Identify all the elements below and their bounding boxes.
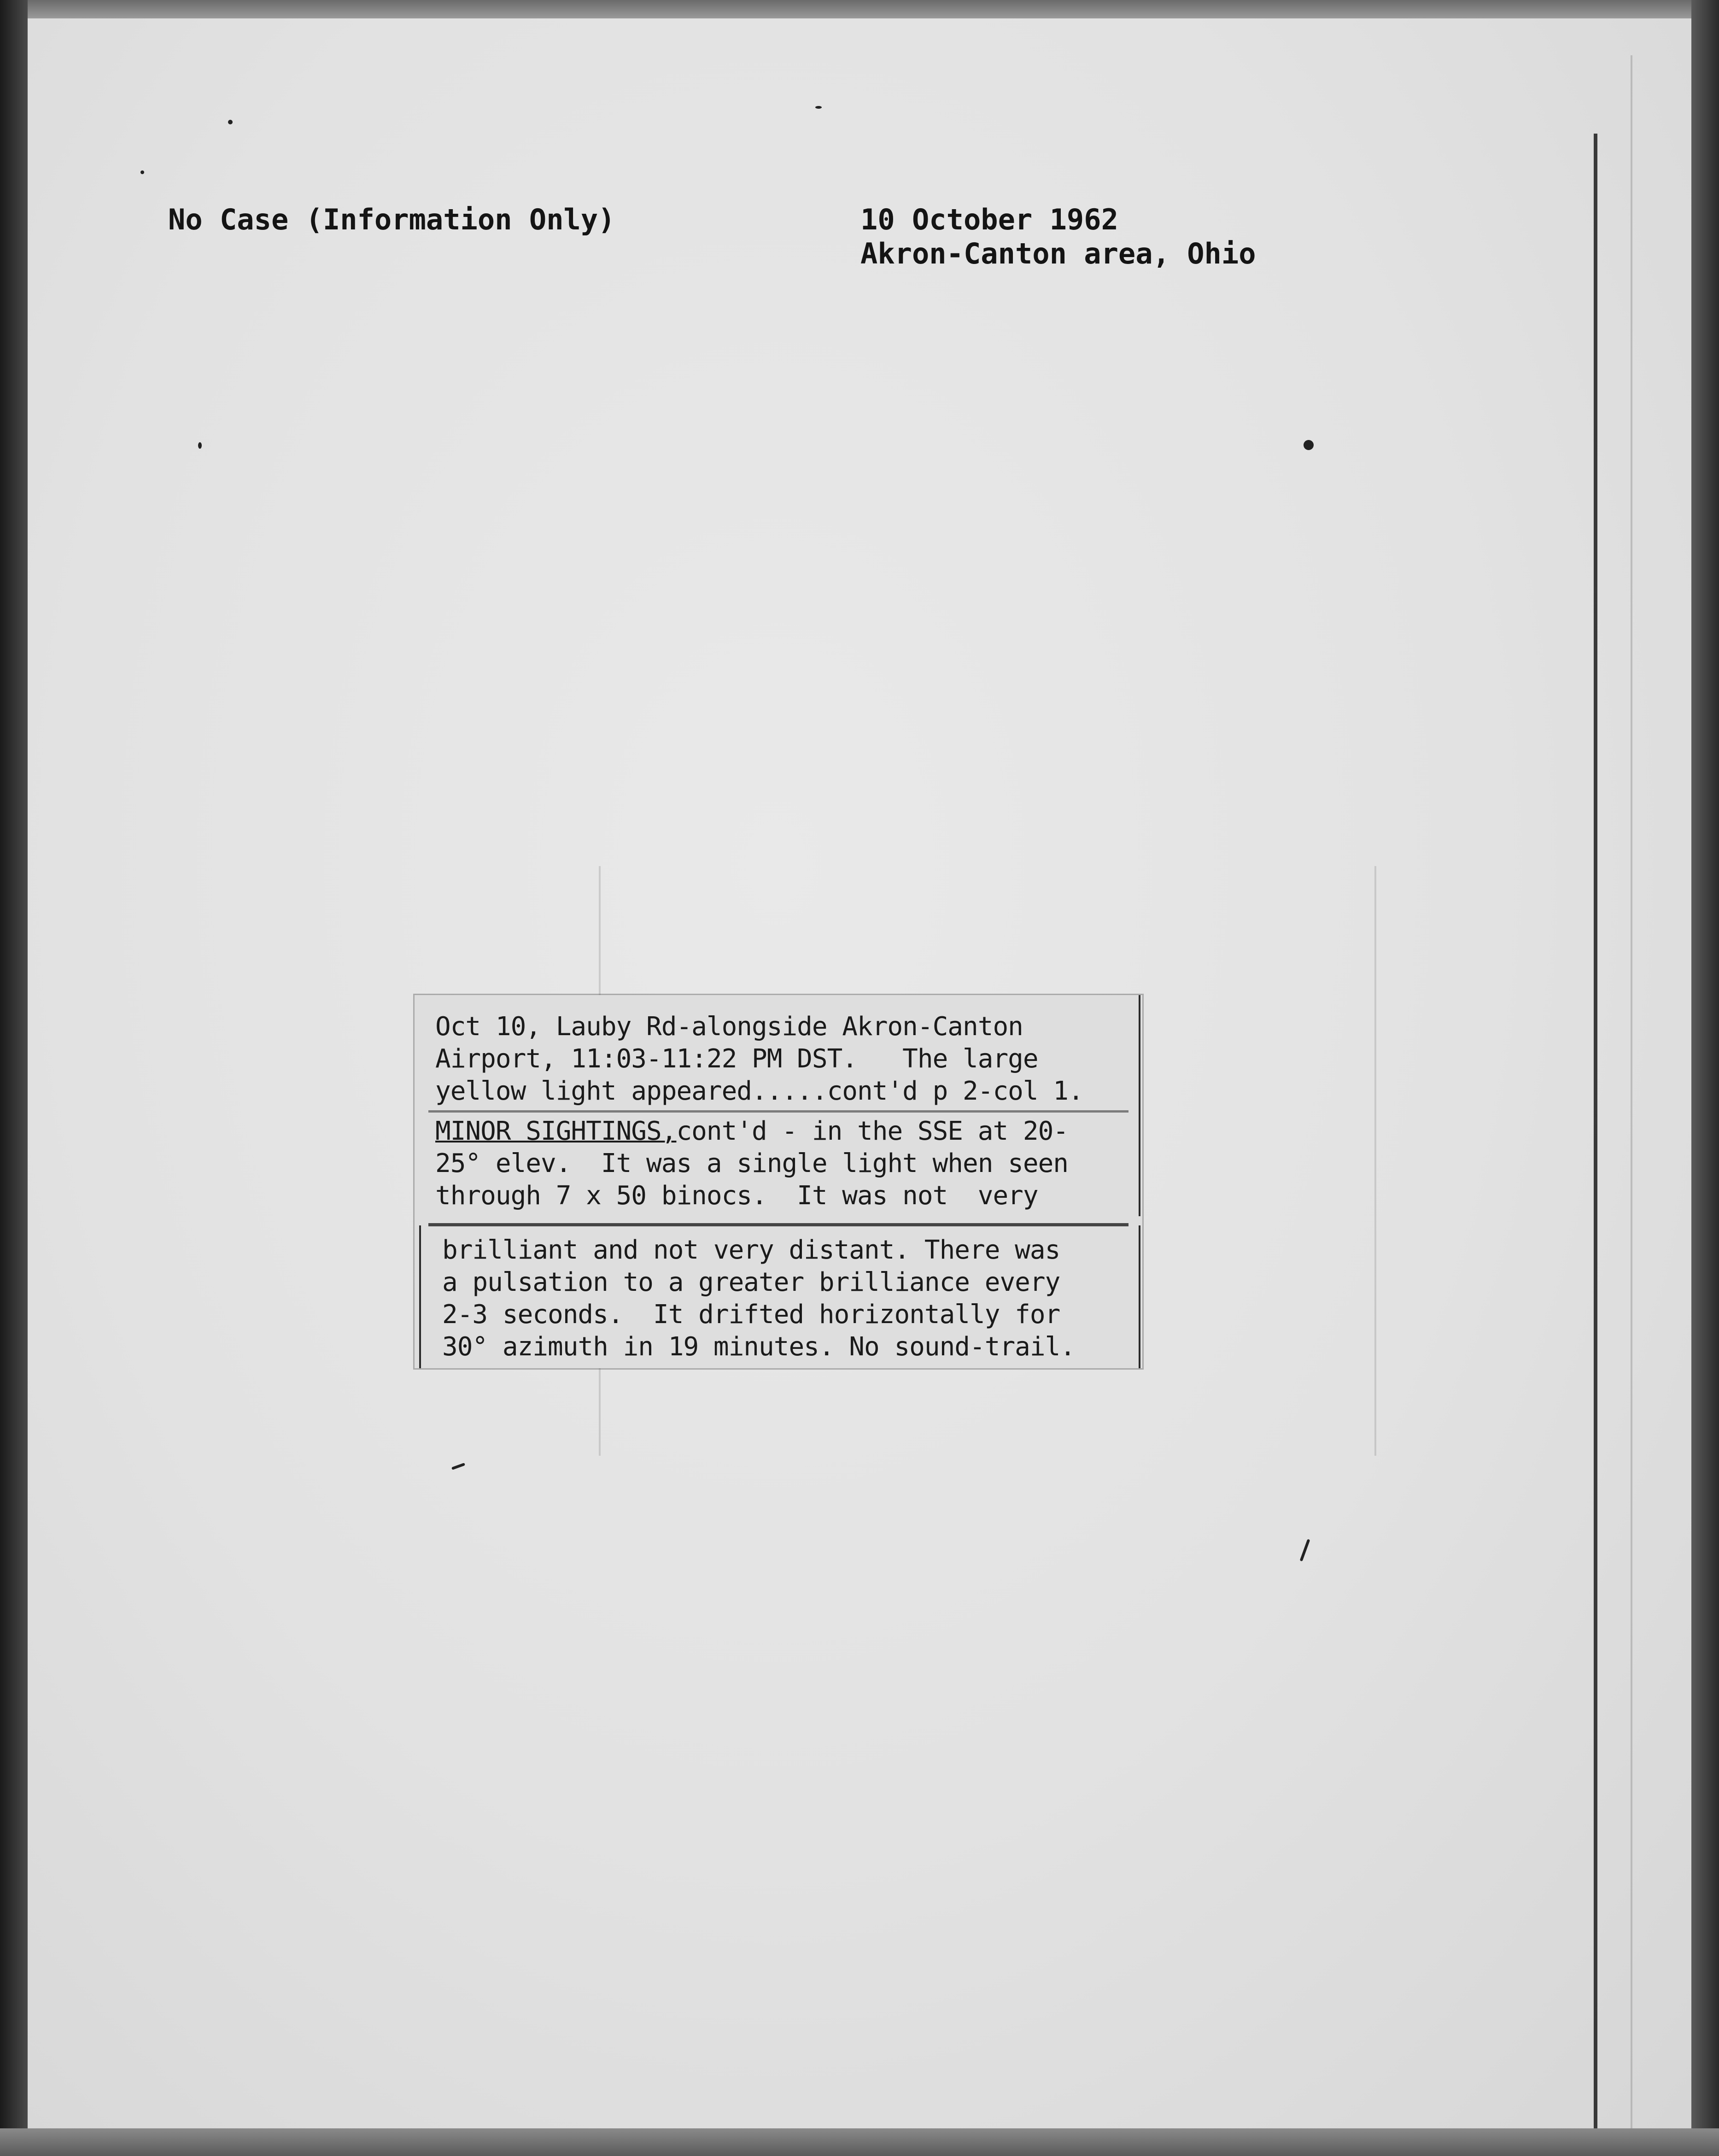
clipping-line: 30° azimuth in 19 minutes. No sound-trail. bbox=[442, 1332, 1076, 1362]
page-edge-line bbox=[1594, 134, 1597, 2128]
clipping-edge bbox=[1139, 995, 1140, 1216]
dust-speck bbox=[140, 170, 144, 174]
film-border-bottom bbox=[0, 2128, 1719, 2156]
dust-speck bbox=[451, 1463, 465, 1470]
clipping-divider bbox=[428, 1110, 1128, 1113]
dust-speck bbox=[815, 106, 822, 109]
dust-speck bbox=[228, 120, 233, 124]
case-status: No Case (Information Only) bbox=[168, 203, 615, 236]
document-page bbox=[28, 18, 1691, 2128]
clipping-divider bbox=[428, 1223, 1128, 1226]
newspaper-clipping bbox=[415, 995, 1142, 1368]
clipping-line: Airport, 11:03-11:22 PM DST. The large bbox=[435, 1044, 1038, 1074]
report-location: Akron-Canton area, Ohio bbox=[860, 237, 1256, 270]
clipping-line: Oct 10, Lauby Rd-alongside Akron-Canton bbox=[435, 1012, 1023, 1042]
film-border-right bbox=[1691, 0, 1719, 2156]
dust-speck bbox=[198, 442, 202, 449]
clipping-edge bbox=[419, 1225, 421, 1368]
clipping-line: through 7 x 50 binocs. It was not very bbox=[435, 1181, 1038, 1211]
clipping-line: a pulsation to a greater brilliance every bbox=[442, 1267, 1060, 1297]
section-heading-rest: cont'd - in the SSE at 20- bbox=[676, 1116, 1069, 1146]
clipping-line bbox=[435, 1116, 1068, 1147]
clipping-line: brilliant and not very distant. There was bbox=[442, 1235, 1060, 1265]
film-border-top bbox=[0, 0, 1719, 18]
page-edge-shadow bbox=[1631, 55, 1632, 2128]
clipping-edge bbox=[1139, 1225, 1140, 1368]
clipping-line: 25° elev. It was a single light when seen bbox=[435, 1148, 1069, 1178]
dust-speck bbox=[1304, 440, 1314, 450]
clipping-line: yellow light appeared.....cont'd p 2-col 1. bbox=[435, 1076, 1083, 1106]
dust-speck bbox=[1300, 1539, 1310, 1561]
clipping-line: 2-3 seconds. It drifted horizontally for bbox=[442, 1300, 1060, 1330]
film-border-left bbox=[0, 0, 28, 2156]
report-date: 10 October 1962 bbox=[860, 203, 1118, 236]
section-heading: MINOR SIGHTINGS, bbox=[435, 1116, 677, 1146]
